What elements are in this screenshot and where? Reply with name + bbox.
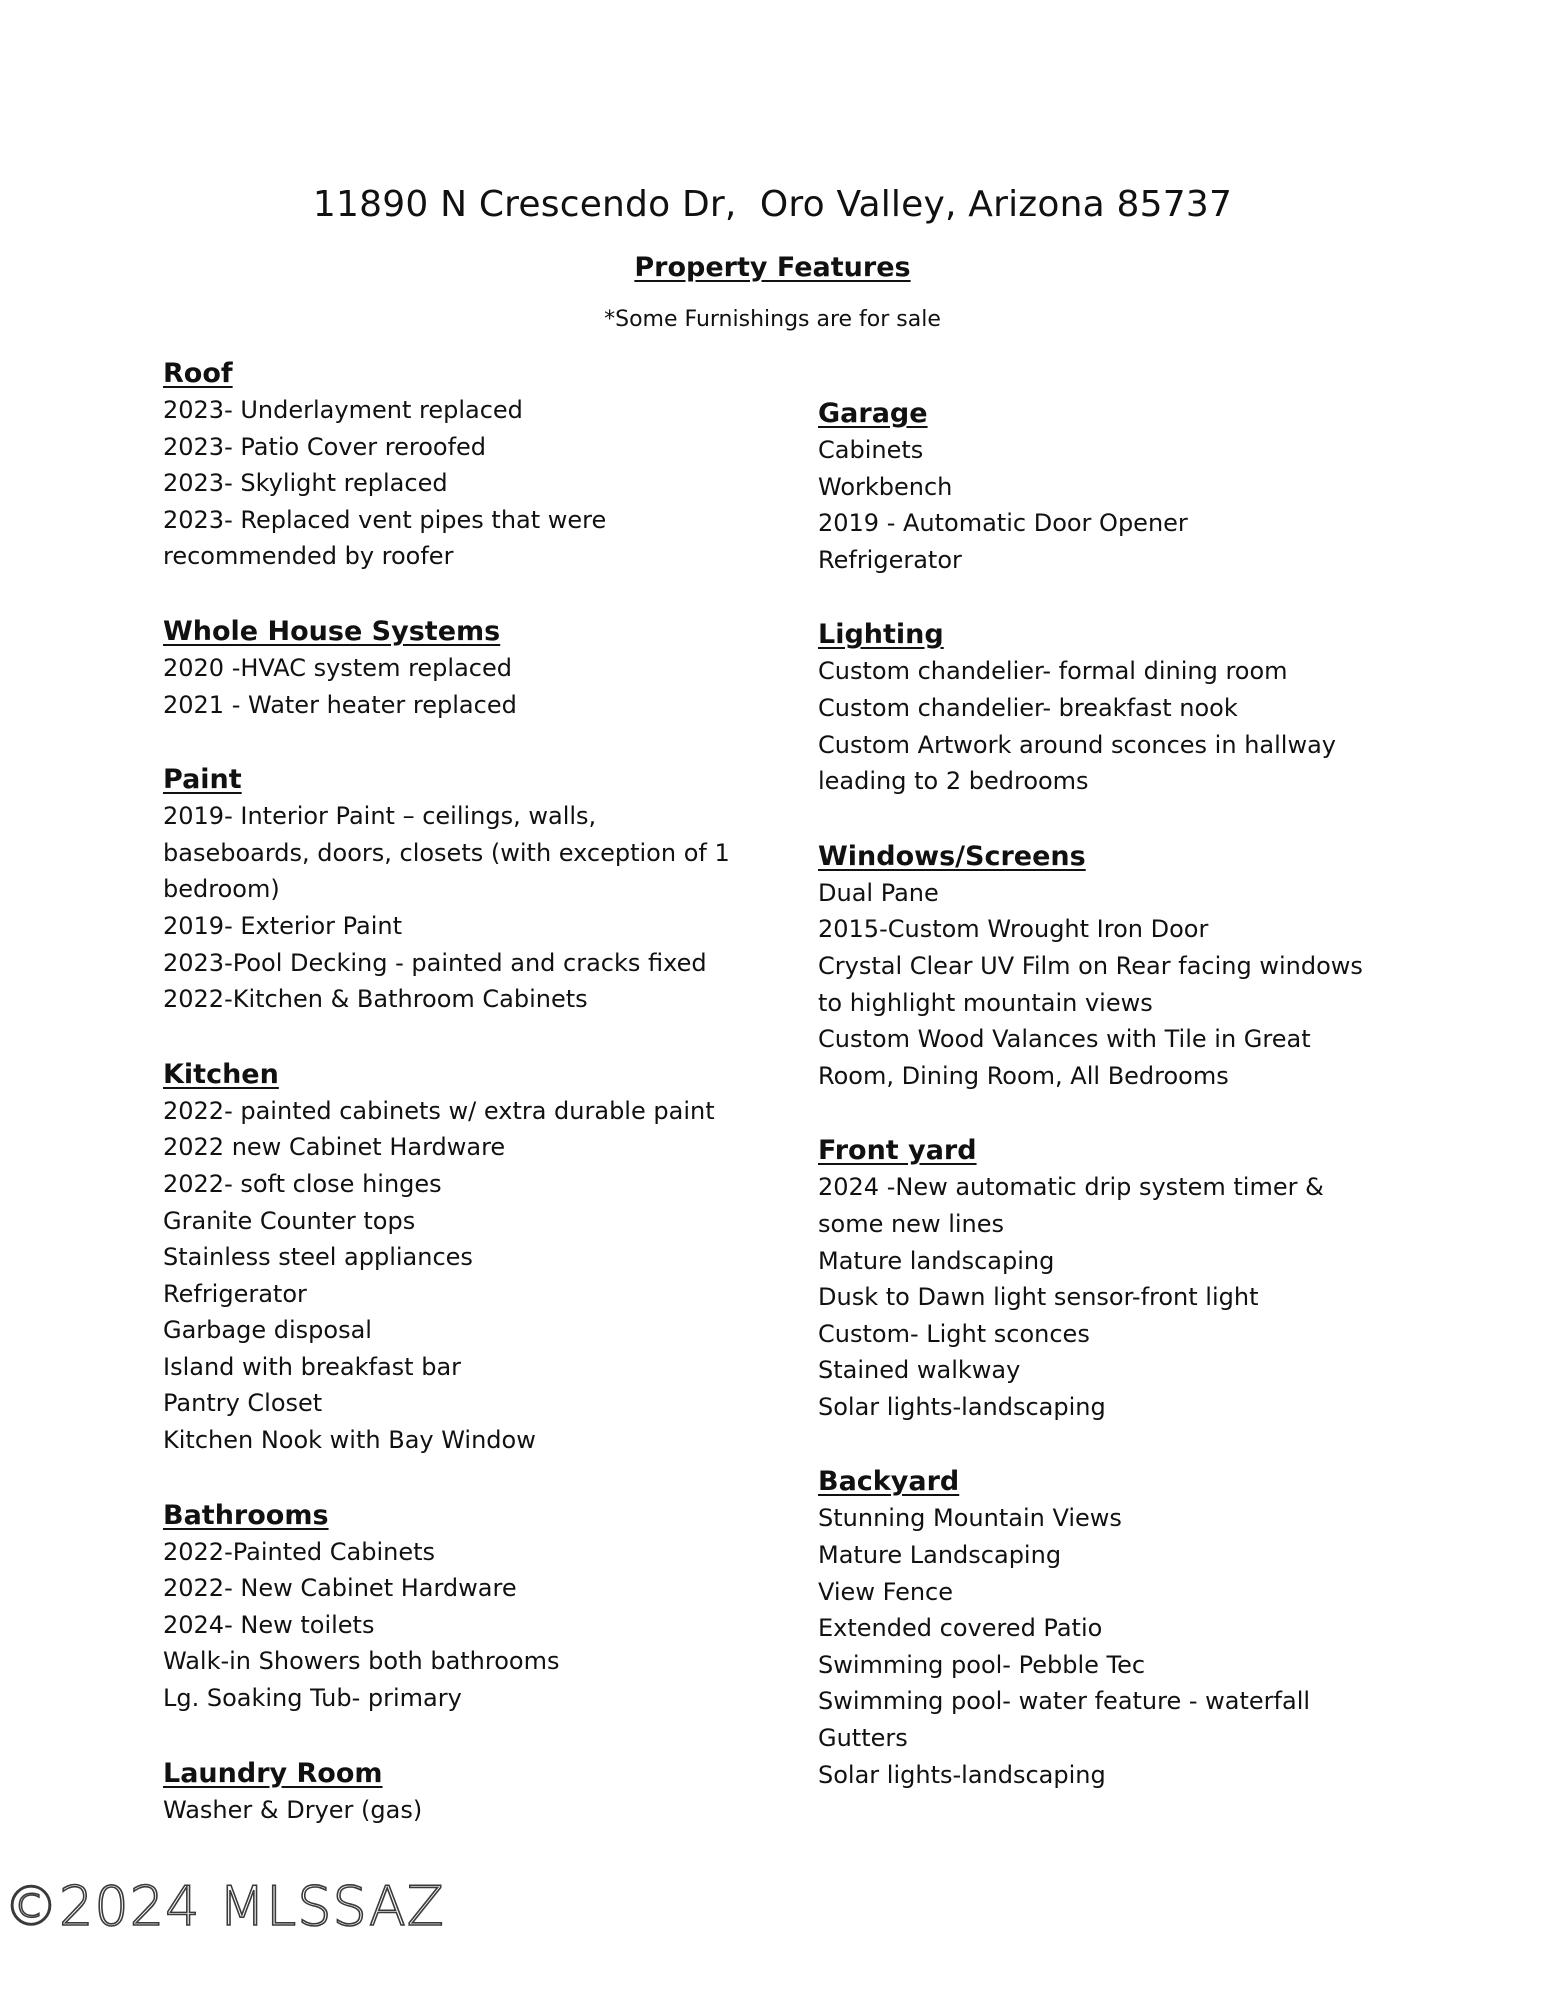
list-item: 2022- New Cabinet Hardware — [163, 1574, 517, 1603]
list-item: 2015-Custom Wrought Iron Door — [818, 915, 1209, 944]
list-item: Stunning Mountain Views — [818, 1504, 1122, 1533]
list-item: Extended covered Patio — [818, 1614, 1103, 1643]
section-bathrooms — [163, 1497, 783, 1717]
list-item: Stained walkway — [818, 1356, 1021, 1385]
list-item: Swimming pool- water feature - waterfall — [818, 1687, 1311, 1716]
section-roof — [163, 355, 783, 575]
list-item: Kitchen Nook with Bay Window — [163, 1426, 536, 1455]
list-item: bedroom) — [163, 875, 280, 904]
list-item: 2019- Exterior Paint — [163, 911, 403, 940]
section-title: Lighting — [818, 619, 944, 651]
section-paint — [163, 761, 783, 1018]
section-windows-screens — [818, 838, 1438, 1095]
section-kitchen — [163, 1056, 783, 1459]
furnishings-note: *Some Furnishings are for sale — [604, 307, 941, 332]
list-item: Custom- Light sconces — [818, 1319, 1090, 1348]
list-item: 2019- Interior Paint – ceilings, walls, — [163, 802, 597, 831]
list-item: View Fence — [818, 1577, 954, 1606]
section-garage — [818, 395, 1438, 578]
list-item: Walk-in Showers both bathrooms — [163, 1647, 560, 1676]
list-item: recommended by roofer — [163, 542, 454, 571]
list-item: 2023-Pool Decking - painted and cracks fixed — [163, 948, 707, 977]
list-item: Workbench — [818, 472, 953, 501]
list-item: Cabinets — [818, 436, 924, 464]
list-item: 2024 -New automatic drip system timer & — [818, 1173, 1324, 1202]
list-item: Mature landscaping — [818, 1246, 1055, 1275]
section-title: Kitchen — [163, 1058, 279, 1090]
list-item: Stainless steel appliances — [163, 1243, 473, 1272]
list-item: Pantry Closet — [163, 1389, 323, 1418]
list-item: Solar lights-landscaping — [818, 1760, 1106, 1789]
section-title: Whole House Systems — [163, 615, 501, 647]
list-item: 2024- New toilets — [163, 1610, 375, 1639]
list-item: Custom chandelier- breakfast nook — [818, 693, 1238, 722]
list-item: Gutters — [818, 1724, 908, 1753]
list-item: Dusk to Dawn light sensor-front light — [818, 1283, 1259, 1312]
list-item: some new lines — [818, 1209, 1005, 1238]
list-item: Granite Counter tops — [163, 1206, 416, 1235]
list-item: leading to 2 bedrooms — [818, 767, 1089, 796]
section-title: Front yard — [818, 1135, 977, 1167]
page-title: Property Features — [634, 252, 911, 283]
list-item: Lg. Soaking Tub- primary — [163, 1684, 462, 1713]
list-item: Solar lights-landscaping — [818, 1392, 1106, 1421]
list-item: Dual Pane — [818, 878, 939, 907]
section-whole-house-systems — [163, 613, 783, 723]
section-title: Laundry Room — [163, 1757, 383, 1789]
left-column — [163, 355, 783, 1866]
list-item: 2020 -HVAC system replaced — [163, 653, 512, 682]
section-backyard — [818, 1463, 1438, 1793]
list-item: Custom chandelier- formal dining room — [818, 657, 1288, 686]
section-title: Roof — [163, 358, 233, 389]
list-item: 2023- Patio Cover reroofed — [163, 432, 487, 461]
list-item: Swimming pool- Pebble Tec — [818, 1650, 1146, 1679]
list-item: Custom Artwork around sconces in hallway — [818, 730, 1336, 759]
list-item: 2022- painted cabinets w/ extra durable paint — [163, 1096, 715, 1125]
list-item: Custom Wood Valances with Tile in Great — [818, 1025, 1311, 1054]
section-title: Paint — [163, 764, 242, 796]
list-item: 2019 - Automatic Door Opener — [818, 509, 1188, 538]
section-title: Windows/Screens — [818, 840, 1086, 872]
right-column — [818, 395, 1438, 1831]
list-item: Room, Dining Room, All Bedrooms — [818, 1061, 1229, 1090]
list-item: 2022 new Cabinet Hardware — [163, 1133, 506, 1162]
list-item: Garbage disposal — [163, 1316, 372, 1345]
section-title: Backyard — [818, 1466, 960, 1498]
section-laundry-room — [163, 1755, 783, 1829]
list-item: Washer & Dryer (gas) — [163, 1795, 423, 1824]
list-item: 2023- Underlayment replaced — [163, 396, 523, 424]
list-item: Refrigerator — [163, 1279, 307, 1308]
section-title: Bathrooms — [163, 1499, 329, 1531]
list-item: 2021 - Water heater replaced — [163, 690, 517, 719]
list-item: 2022- soft close hinges — [163, 1169, 442, 1198]
list-item: Island with breakfast bar — [163, 1352, 462, 1381]
list-item: to highlight mountain views — [818, 988, 1153, 1017]
list-item: 2022-Kitchen & Bathroom Cabinets — [163, 985, 588, 1014]
list-item: baseboards, doors, closets (with exception of 1 — [163, 838, 730, 867]
list-item: Refrigerator — [818, 545, 962, 574]
list-item: 2023- Skylight replaced — [163, 469, 448, 498]
section-lighting — [818, 616, 1438, 799]
list-item: 2023- Replaced vent pipes that were — [163, 505, 607, 534]
list-item: 2022-Painted Cabinets — [163, 1537, 436, 1566]
section-title: Garage — [818, 398, 928, 429]
copyright-watermark: ©2024 MLSSAZ — [4, 1875, 445, 1938]
list-item: Mature Landscaping — [818, 1541, 1062, 1570]
section-front-yard — [818, 1132, 1438, 1425]
list-item: Crystal Clear UV Film on Rear facing windows — [818, 951, 1363, 980]
property-address: 11890 N Crescendo Dr, Oro Valley, Arizona 85737 — [312, 184, 1233, 225]
